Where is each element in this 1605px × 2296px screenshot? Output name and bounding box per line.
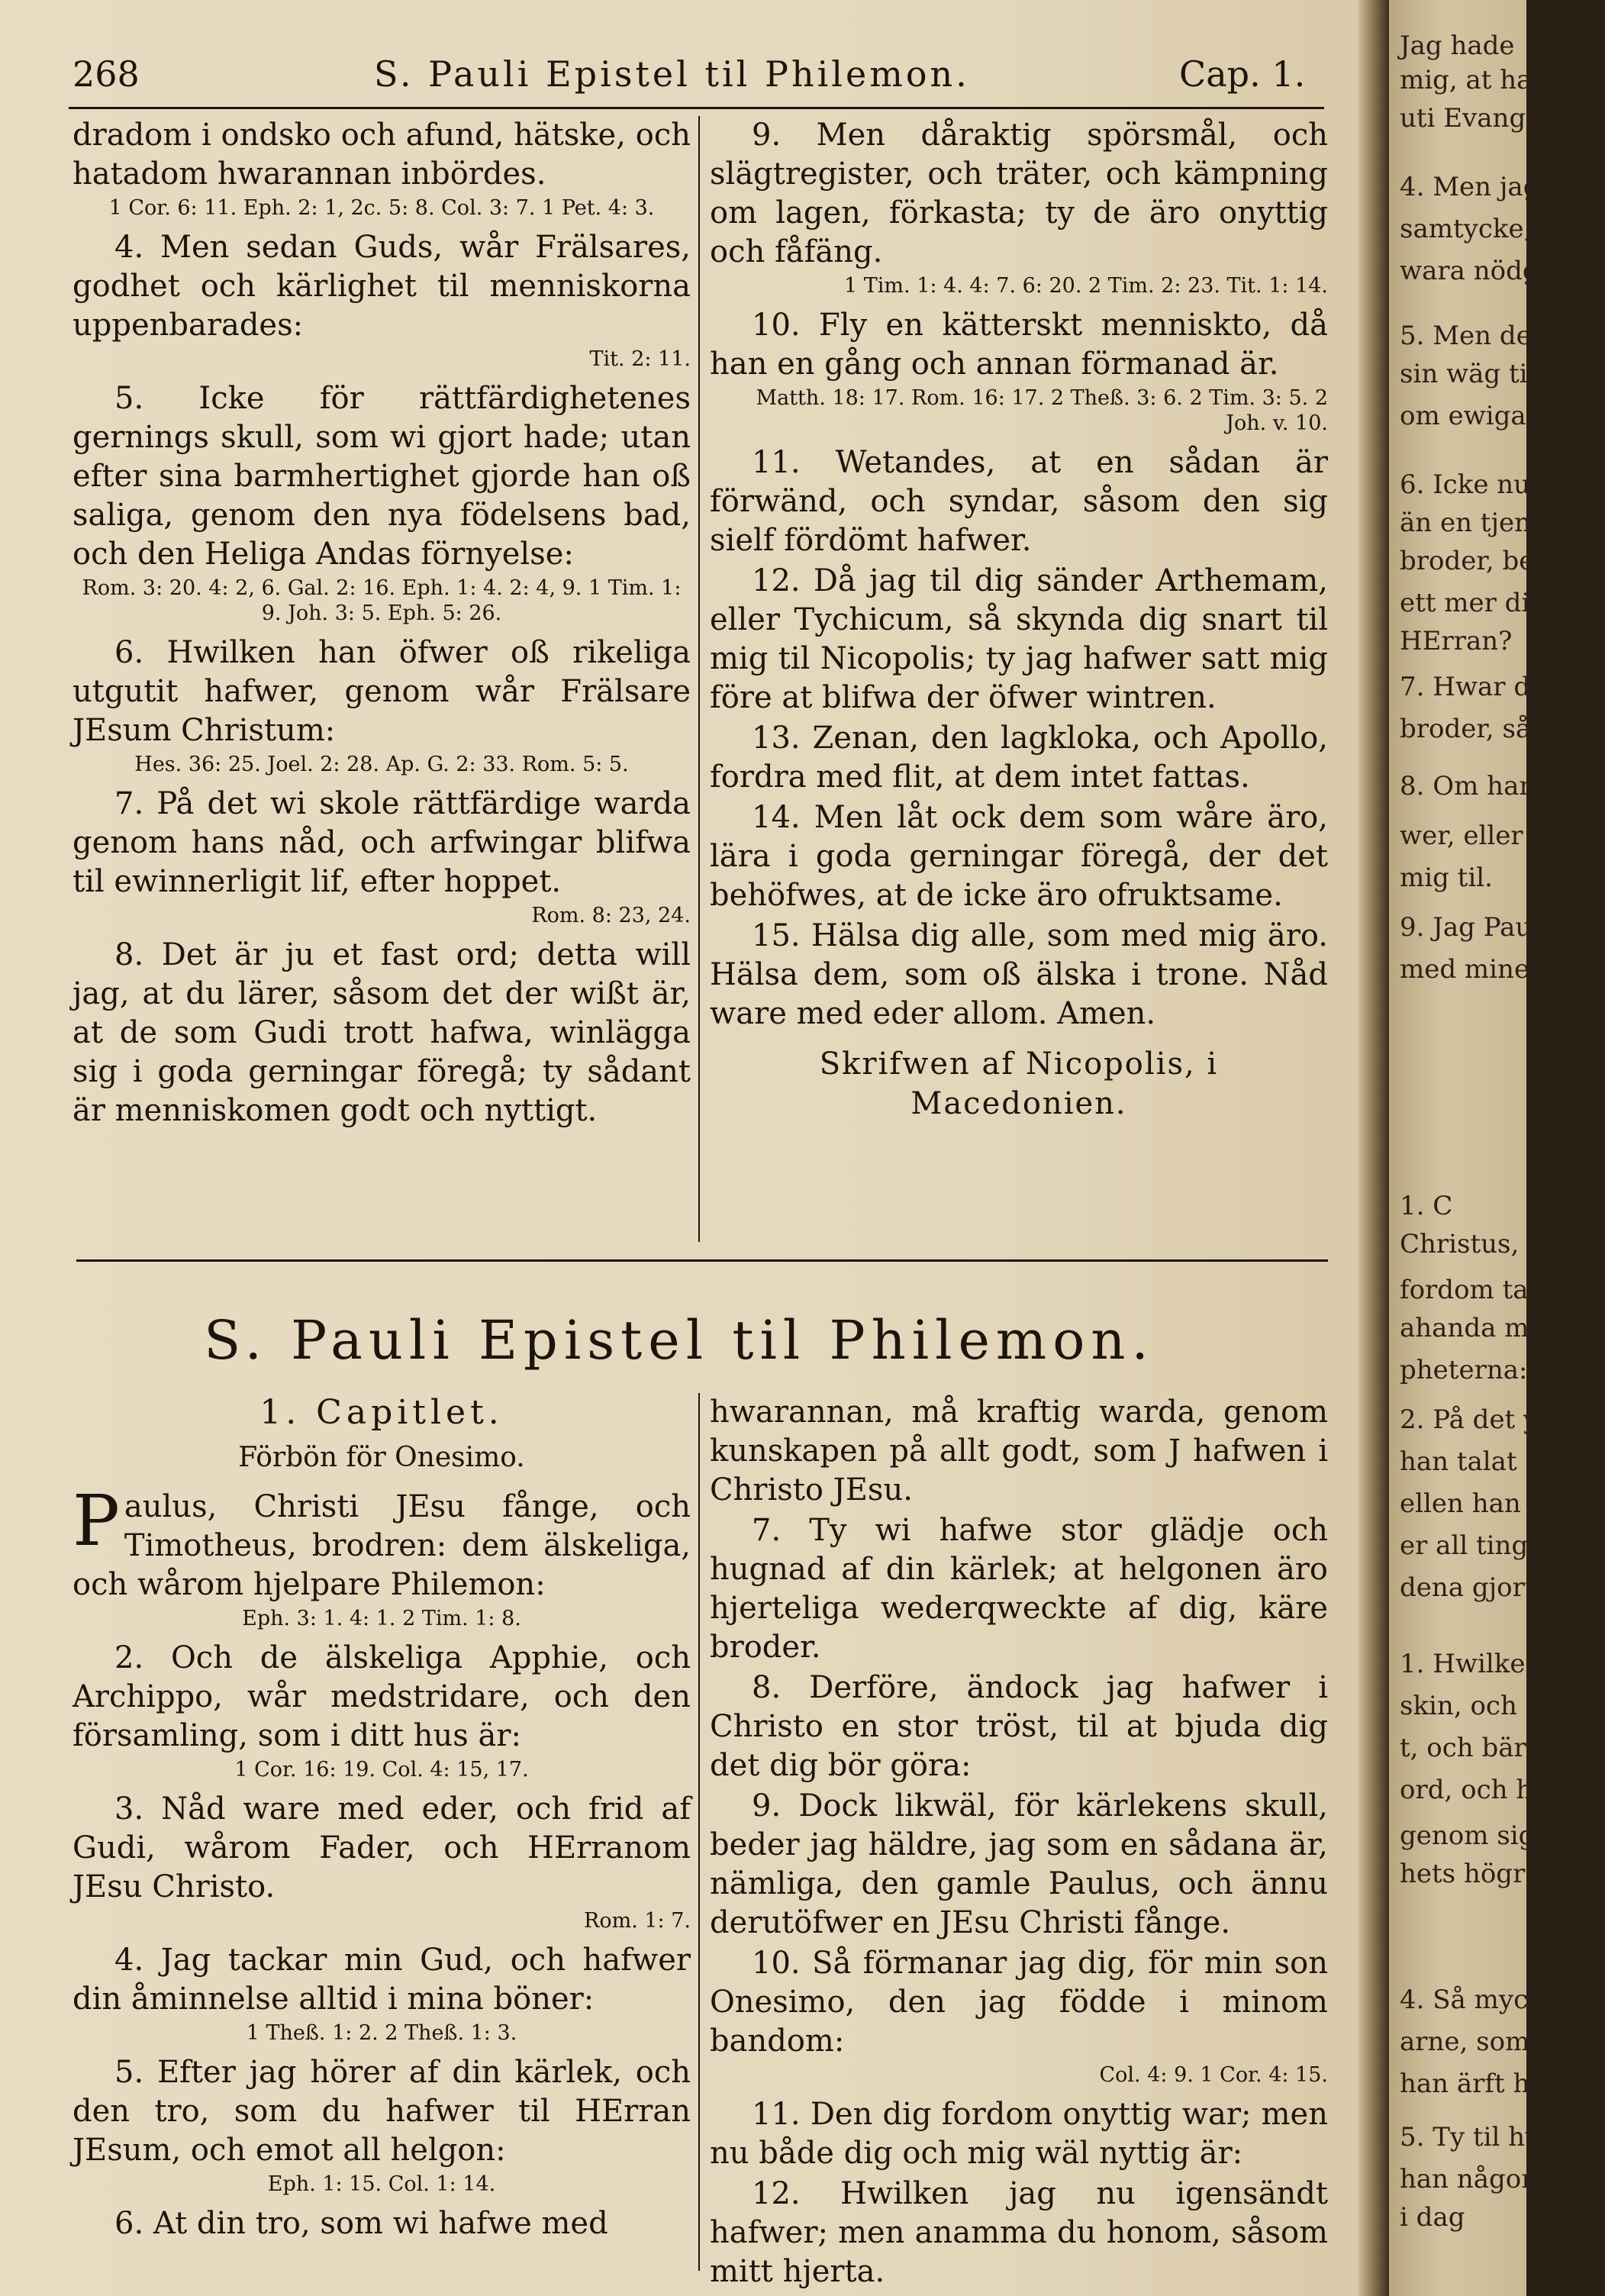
verse-9: 9. Dock likwäl, för kärlekens skull, beder jag häldre, jag som en sådana är, nämliga, den gamle Paulus, och ännu derutöfwer en JEsu Christi fånge. (710, 1788, 1328, 1940)
adjacent-page-line: fordom talade (1400, 1275, 1584, 1305)
verse-5: 5. Icke för rättfärdighetenes gernings skull, som wi gjort hade; utan efter sina barmhertighet gjorde han oß saliga, genom den nya födelsens bad, och den Heliga Andas förnyelse: (73, 381, 691, 572)
verse-15: 15. Hälsa dig alle, som med mig äro. Hälsa dem, som oß älska i trone. Nåd ware med eder allom. Amen. (710, 918, 1328, 1031)
adjacent-page-edge (1389, 0, 1605, 2296)
adjacent-page-line: HErran? (1400, 626, 1513, 656)
cross-reference: Rom. 8: 23, 24. (531, 904, 691, 927)
adjacent-page-line: 6. Icke nu (1400, 469, 1531, 500)
cross-reference: Rom. 3: 20. 4: 2, 6. Gal. 2: 16. Eph. 1: 4. 2: 4, 9. 1 Tim. 1: 9. Joh. 3: 5. Eph. 5: 26. (82, 576, 682, 625)
adjacent-page-line: samtycke; (1400, 214, 1533, 244)
cross-reference: 1 Cor. 16: 19. Col. 4: 15, 17. (234, 1758, 529, 1782)
verse-11: 11. Wetandes, at en sådan är förwänd, och syndar, såsom den sig sielf fördömt hafwer. (710, 445, 1328, 558)
running-header (73, 53, 1324, 99)
top-left-column (73, 116, 691, 1132)
verse-7: 7. Ty wi hafwe stor glädje och hugnad af din kärlek; at helgonen äro hjerteliga wederqweckte af dig, käre broder. (710, 1513, 1328, 1665)
cross-reference: 1 Theß. 1: 2. 2 Theß. 1: 3. (246, 2021, 517, 2045)
verse-13: 13. Zenan, den lagkloka, och Apollo, fordra med flit, at dem intet fattas. (710, 721, 1328, 795)
adjacent-page-line: arne, som (1400, 2027, 1530, 2057)
adjacent-page-line: än en tjena (1400, 508, 1547, 538)
adjacent-page-line: 4. Men jag (1400, 172, 1540, 202)
adjacent-page-line: uti Evangeli (1400, 103, 1558, 134)
cross-reference: Matth. 18: 17. Rom. 16: 17. 2 Theß. 3: 6. 2 Tim. 3: 5. 2 Joh. v. 10. (756, 386, 1328, 435)
cross-reference: Col. 4: 9. 1 Cor. 4: 15. (1099, 2063, 1328, 2087)
adjacent-page-line: t, och bär (1400, 1733, 1526, 1763)
adjacent-page-line: han ärft haf (1400, 2069, 1555, 2099)
verse-11: 11. Den dig fordom onyttig war; men nu både dig och mig wäl nyttig är: (710, 2097, 1328, 2171)
adjacent-page-line: 9. Jag Paul (1400, 912, 1541, 943)
verse-2: 2. Och de älskeliga Apphie, och Archippo, wår medstridare, och den församling, som i ditt hus är: (73, 1640, 691, 1753)
adjacent-page-line: Christus, sanne (1400, 1229, 1605, 1259)
adjacent-page-line: ett mer dig, (1400, 588, 1555, 618)
column-divider-top (698, 116, 700, 1242)
bottom-right-column (710, 1393, 1328, 2293)
adjacent-page-line: i dag (1400, 2202, 1465, 2233)
cross-reference: Hes. 36: 25. Joel. 2: 28. Ap. G. 2: 33. Rom. 5: 5. (134, 753, 629, 776)
verse-6-start: 6. At din tro, som wi hafwe med (114, 2206, 608, 2241)
book-gutter (1358, 0, 1389, 2296)
verse-14: 14. Men låt ock dem som wåre äro, lära i goda gerningar föregå, der det behöfwes, at de icke äro ofruktsame. (710, 800, 1328, 913)
adjacent-page-line: 1. Hwilken, (1400, 1649, 1551, 1679)
page-number: 268 (73, 53, 140, 95)
adjacent-page-line: han talat (1400, 1446, 1517, 1477)
adjacent-page-line: wer, eller någ (1400, 821, 1581, 851)
adjacent-page-line: dena gjort ha (1400, 1572, 1576, 1603)
adjacent-page-line: wara nödga (1400, 256, 1555, 286)
column-divider-bottom (698, 1393, 700, 2271)
adjacent-page-line: pheterna: (1400, 1355, 1528, 1385)
cross-reference: Tit. 2: 11. (589, 347, 691, 371)
adjacent-page-line: Jag hade (1400, 31, 1515, 61)
verse-4: 4. Men sedan Guds, wår Frälsares, godhet och kärlighet til menniskorna uppenbarades: (73, 230, 691, 343)
adjacent-page-line: 5. Men derf (1400, 321, 1554, 351)
adjacent-page-line: 7. Hwar du (1400, 672, 1547, 702)
verse-5: 5. Efter jag hörer af din kärlek, och den tro, som du hafwer til HErran JEsum, och emot all helgon: (73, 2055, 691, 2168)
adjacent-page-line: mig, at han (1400, 65, 1549, 95)
adjacent-page-line: ord, och ha (1400, 1775, 1549, 1805)
cross-reference: Eph. 1: 15. Col. 1: 14. (267, 2172, 496, 2196)
adjacent-page-line: sin wäg til (1400, 359, 1536, 389)
verse-10: 10. Så förmanar jag dig, för min son Onesimo, den jag födde i minom bandom: (710, 1946, 1328, 2059)
adjacent-page-line: ahanda måt (1400, 1313, 1555, 1343)
running-title: S. Pauli Epistel til Philemon. (374, 53, 970, 95)
verse-7: 7. På det wi skole rättfärdige warda genom hans nåd, och arfwingar blifwa til ewinnerligit lif, efter hoppet. (73, 786, 691, 899)
verse-1 (73, 1480, 691, 1604)
cross-reference: Eph. 3: 1. 4: 1. 2 Tim. 1: 8. (242, 1607, 521, 1630)
adjacent-page-line: er all ting; (1400, 1530, 1537, 1561)
adjacent-page-line: hets högra (1400, 1859, 1541, 1889)
cross-reference: 1 Cor. 6: 11. Eph. 2: 1, 2c. 5: 8. Col. 3: 7. 1 Pet. 4: 3. (108, 196, 655, 220)
verse-6: 6. Hwilken han öfwer oß rikeliga utgutit hafwer, genom wår Frälsare JEsum Christum: (73, 635, 691, 748)
verse-6-cont: hwarannan, må kraftig warda, genom kunskapen på allt godt, som J hafwen i Christo JEsu. (710, 1395, 1328, 1508)
section-title: S. Pauli Epistel til Philemon. (204, 1309, 1155, 1372)
chapter-summary: Förbön för Onesimo. (238, 1442, 525, 1473)
chapter-heading: 1. Capitlet. (259, 1393, 504, 1432)
adjacent-page-line: 2. På det ytt (1400, 1404, 1559, 1435)
adjacent-page-line: 4. Så myck (1400, 1985, 1544, 2015)
verse-10: 10. Fly en kätterskt menniskto, då han en gång och annan förmanad är. (710, 308, 1328, 382)
adjacent-page-line: om ewigan ig (1400, 401, 1576, 431)
verse-8: 8. Det är ju et fast ord; detta will jag, at du lärer, såsom det der wißt är, at de som Gudi trott hafwa, winlägga sig i goda gerningar föregå; ty sådant är menniskomen godt och nyttigt. (73, 937, 691, 1128)
header-rule (69, 107, 1324, 109)
verse-1-text: aulus, Christi JEsu fånge, och Timotheus, brodren: dem älskeliga, och wårom hjelpare Philemon: (73, 1489, 691, 1602)
top-right-column (710, 116, 1328, 1124)
adjacent-page-line: mig til. (1400, 863, 1493, 893)
bottom-left-column (73, 1393, 691, 2245)
running-chapter: Cap. 1. (1179, 53, 1306, 95)
cross-reference: 1 Tim. 1: 4. 4: 7. 6: 20. 2 Tim. 2: 23. Tit. 1: 14. (844, 274, 1328, 298)
verse-3-cont: dradom i ondsko och afund, hätske, och hatadom hwarannan inbördes. (73, 118, 691, 192)
verse-12: 12. Hwilken jag nu igensändt hafwer; men anamma du honom, såsom mitt hjerta. (710, 2176, 1328, 2289)
adjacent-page-line: 5. Ty til hw (1400, 2122, 1548, 2152)
verse-12: 12. Då jag til dig sänder Arthemam, eller Tychicum, så skynda dig snart til mig til Nicopolis; ty jag hafwer satt mig före at blifwa der öfwer wintren. (710, 563, 1328, 715)
verse-4: 4. Jag tackar min Gud, och hafwer din åminnelse alltid i mina böner: (73, 1943, 691, 2017)
verse-3: 3. Nåd ware med eder, och frid af Gudi, wårom Fader, och HErranom JEsu Christo. (73, 1791, 691, 1904)
verse-8: 8. Derföre, ändock jag hafwer i Christo en stor tröst, til at bjuda dig det dig bör göra: (710, 1670, 1328, 1783)
adjacent-page-line: broder, be (1400, 546, 1535, 576)
section-rule (76, 1259, 1328, 1262)
adjacent-page-line: 1. C (1400, 1191, 1453, 1221)
closing-line: Skrifwen af Nicopolis, i Macedonien. (819, 1046, 1219, 1121)
drop-cap: P (73, 1480, 120, 1562)
adjacent-page-line: ellen han satt (1400, 1488, 1579, 1519)
adjacent-page-line: med mine ha (1400, 954, 1571, 985)
adjacent-page-line: 8. Om han (1400, 771, 1536, 801)
cross-reference: Rom. 1: 7. (584, 1909, 691, 1933)
adjacent-page-line: skin, och (1400, 1691, 1517, 1721)
verse-9: 9. Men dåraktig spörsmål, och slägtregister, och träter, och kämpning om lagen, förkasta; ty de äro onyttig och fåfäng. (710, 118, 1328, 269)
adjacent-page-line: han någon (1400, 2164, 1539, 2194)
adjacent-page-line: broder, så an (1400, 714, 1572, 744)
adjacent-page-line: genom sig (1400, 1820, 1536, 1851)
